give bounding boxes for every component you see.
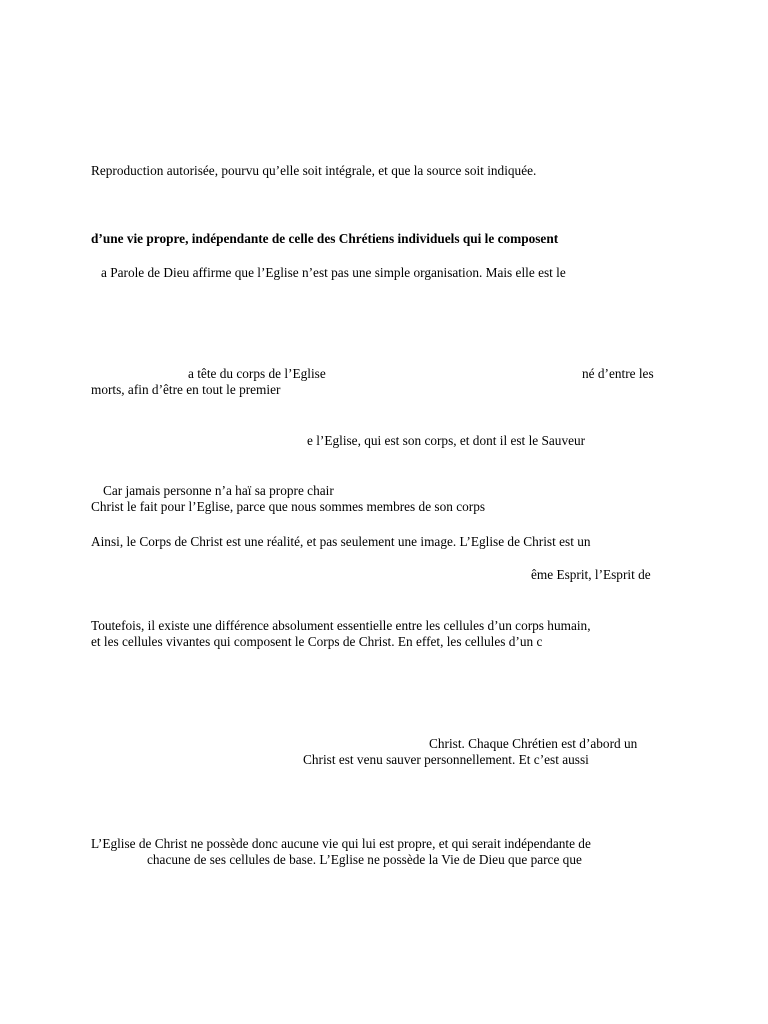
paragraph-line: Ainsi, le Corps de Christ est une réalité, et pas seulement une image. L’Eglise de Christ est un bbox=[91, 534, 591, 549]
paragraph-fragment: Christ. Chaque Chrétien est d’abord un bbox=[429, 736, 638, 751]
paragraph-line: Toutefois, il existe une différence absolument essentielle entre les cellules d’un corps humain, bbox=[91, 618, 591, 633]
paragraph-line: Car jamais personne n’a haï sa propre chair bbox=[103, 483, 334, 498]
paragraph-line: et les cellules vivantes qui composent le Corps de Christ. En effet, les cellules d’un c bbox=[91, 634, 543, 649]
paragraph-line: chacune de ses cellules de base. L’Eglise ne possède la Vie de Dieu que parce que bbox=[147, 852, 582, 867]
paragraph-line: a Parole de Dieu affirme que l’Eglise n’est pas une simple organisation. Mais elle est le bbox=[101, 265, 566, 280]
paragraph-line: L’Eglise de Christ ne possède donc aucune vie qui lui est propre, et qui serait indépendante de bbox=[91, 836, 591, 851]
paragraph-line: morts, afin d’être en tout le premier bbox=[91, 382, 281, 397]
bold-heading-line: d’une vie propre, indépendante de celle des Chrétiens individuels qui le composent bbox=[91, 231, 559, 246]
paragraph-fragment: ême Esprit, l’Esprit de bbox=[531, 567, 651, 582]
paragraph-fragment: a tête du corps de l’Eglise bbox=[188, 366, 326, 381]
paragraph-fragment: e l’Eglise, qui est son corps, et dont il est le Sauveur bbox=[307, 433, 586, 448]
paragraph-fragment: Christ est venu sauver personnellement. Et c’est aussi bbox=[303, 752, 589, 767]
paragraph-line: Christ le fait pour l’Eglise, parce que nous sommes membres de son corps bbox=[91, 499, 486, 514]
reproduction-notice: Reproduction autorisée, pourvu qu’elle soit intégrale, et que la source soit indiquée. bbox=[91, 163, 537, 178]
paragraph-fragment: né d’entre les bbox=[582, 366, 654, 381]
